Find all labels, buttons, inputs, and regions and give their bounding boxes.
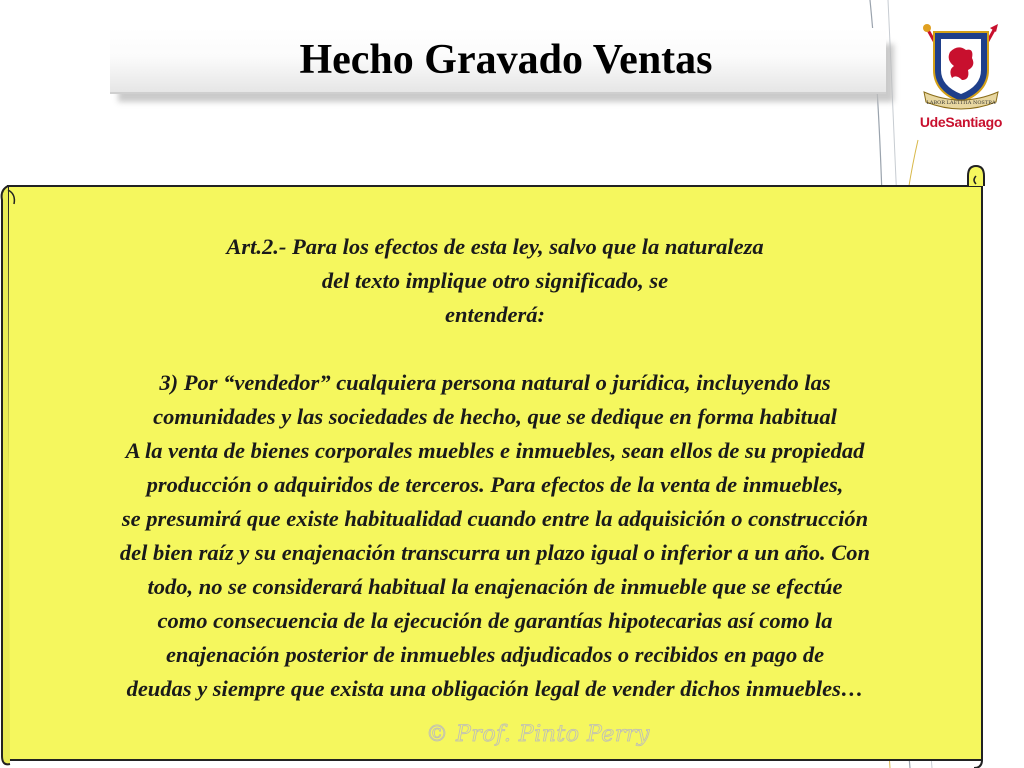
intro-line: entenderá: [445,302,545,327]
motto-text: LABOR LAETITIA NOSTRA [926,100,996,106]
body-line: como consecuencia de la ejecución de garantías hipotecarias así como la [157,608,833,633]
body-line: se presumirá que existe habitualidad cuando entre la adquisición o construcción [121,506,869,531]
coat-of-arms-icon [918,18,1004,114]
body-line: del bien raíz y su enajenación transcurra un plazo igual o inferior a un año. Con [119,540,871,565]
copyright-watermark: © Prof. Pinto Perry [426,722,650,747]
slide-title: Hecho Gravado Ventas [299,37,713,83]
article-text [10,230,980,706]
body-line: comunidades y las sociedades de hecho, que se dedique en forma habitual [153,404,837,429]
body-line: 3) Por “vendedor” cualquiera persona natural o jurídica, incluyendo las [159,370,831,395]
body-line: A la venta de bienes corporales muebles e inmuebles, sean ellos de su propiedad [125,438,865,463]
intro-line: del texto implique otro significado, se [321,268,669,293]
title-banner [110,28,886,94]
body-line: producción o adquiridos de terceros. Para efectos de la venta de inmuebles, [146,472,844,497]
body-line: enajenación posterior de inmuebles adjudicados o recibidos en pago de [165,642,825,667]
body-line: deudas y siempre que exista una obligación legal de vender dichos inmuebles… [126,676,864,701]
body-line: todo, no se considerará habitual la enajenación de inmueble que se efectúe [147,574,843,599]
university-wordmark: UdeSantiago [919,114,1003,130]
university-logo [918,18,1004,133]
intro-line: Art.2.- Para los efectos de esta ley, salvo que la naturaleza [226,234,764,259]
